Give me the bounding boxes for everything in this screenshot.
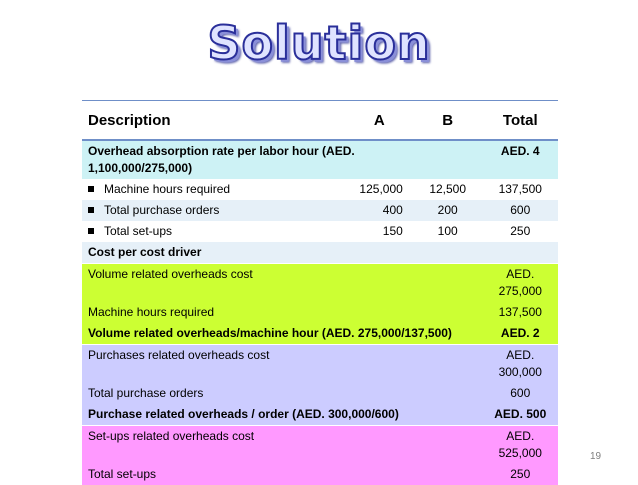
header-total: Total: [481, 101, 558, 141]
row-b: 200: [413, 200, 481, 221]
row-total: AED. 300,000: [481, 345, 558, 384]
row-desc: Total purchase orders: [104, 203, 220, 217]
row-desc: Volume related overheads/machine hour (AED. 275,000/137,500): [82, 323, 481, 345]
row-desc-cell: [82, 179, 344, 200]
page-number: 19: [590, 451, 602, 462]
table-row: [82, 179, 558, 200]
table-row: [82, 404, 558, 426]
table-row: [82, 221, 558, 242]
row-total: 250: [481, 464, 558, 485]
header-a: A: [344, 101, 413, 141]
row-total: 137,500: [481, 179, 558, 200]
table-header-row: [82, 101, 558, 141]
row-b: 12,500: [413, 179, 481, 200]
row-desc-cell: [82, 221, 344, 242]
table-row: [82, 140, 558, 179]
row-a: 150: [344, 221, 413, 242]
header-description: Description: [82, 101, 344, 141]
row-total: AED. 500: [481, 404, 558, 426]
row-a: 400: [344, 200, 413, 221]
row-desc: Purchases related overheads cost: [82, 345, 481, 384]
row-a: 125,000: [344, 179, 413, 200]
row-desc: Total set-ups: [82, 464, 481, 485]
table-row: [82, 242, 558, 264]
row-desc: Volume related overheads cost: [82, 264, 481, 303]
row-desc: Machine hours required: [104, 182, 231, 196]
row-total: AED. 275,000: [481, 264, 558, 303]
row-desc: Total set-ups: [104, 224, 173, 238]
bullet-icon: [88, 186, 94, 192]
row-total: AED. 2: [481, 323, 558, 345]
row-desc-cell: [82, 200, 344, 221]
row-total: AED. 525,000: [481, 426, 558, 465]
row-desc: Cost per cost driver: [82, 242, 558, 264]
row-desc: Overhead absorption rate per labor hour (AED. 1,100,000/275,000): [82, 140, 413, 179]
header-b: B: [413, 101, 481, 141]
bullet-icon: [88, 207, 94, 213]
row-desc: Purchase related overheads / order (AED. 300,000/600): [82, 404, 481, 426]
row-total: AED. 4: [481, 140, 558, 179]
table-row: [82, 302, 558, 323]
row-desc: Total purchase orders: [82, 383, 481, 404]
table-row: [82, 264, 558, 303]
row-total: 137,500: [481, 302, 558, 323]
table-row: [82, 323, 558, 345]
table-row: [82, 200, 558, 221]
slide-title: Solution: [207, 16, 431, 70]
row-total: 250: [481, 221, 558, 242]
bullet-icon: [88, 228, 94, 234]
row-desc: Machine hours required: [82, 302, 481, 323]
row-total: 600: [481, 200, 558, 221]
table-row: [82, 383, 558, 404]
row-desc: Set-ups related overheads cost: [82, 426, 481, 465]
row-b: [413, 140, 481, 179]
row-total: 600: [481, 383, 558, 404]
row-b: 100: [413, 221, 481, 242]
table-row: [82, 345, 558, 384]
solution-table: [82, 100, 558, 485]
table-row: [82, 464, 558, 485]
table-row: [82, 426, 558, 465]
